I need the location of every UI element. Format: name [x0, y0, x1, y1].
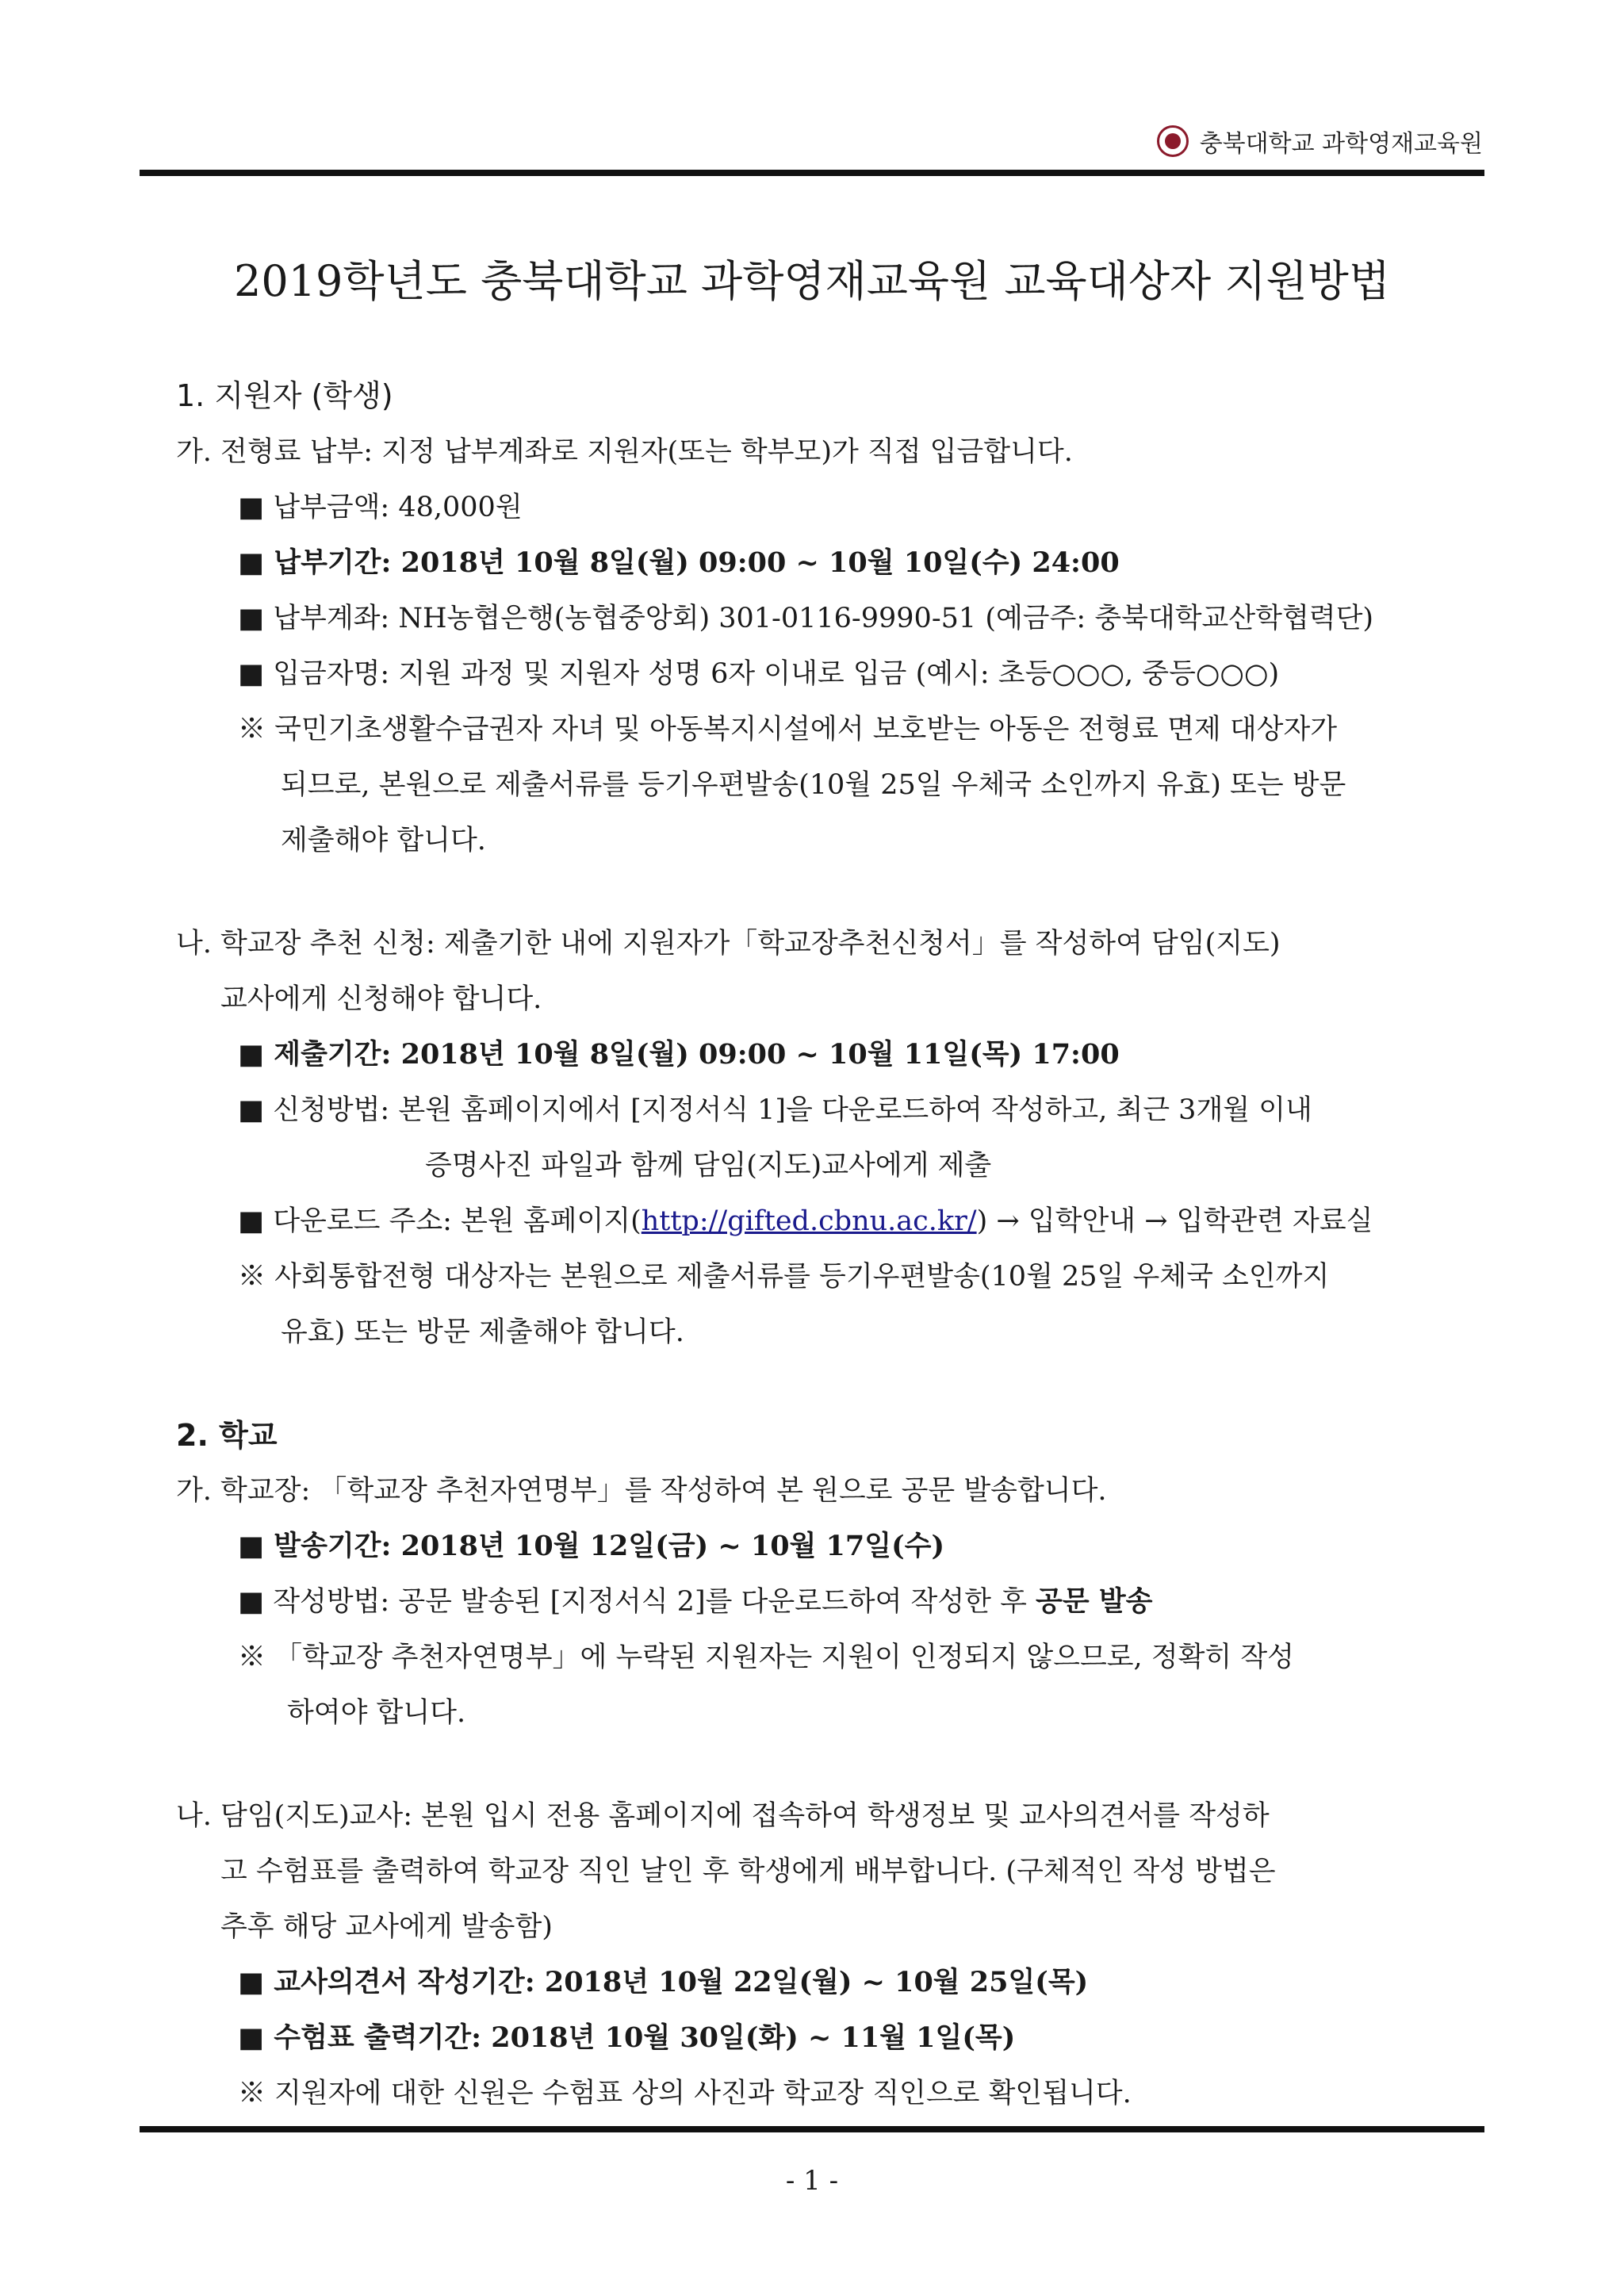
s1-depositor: ■ 입금자명: 지원 과정 및 지원자 성명 6자 이내로 입금 (예시: 초등○○○, 중등○○○): [238, 658, 1280, 690]
s1-note-line4: ※ 사회통합전형 대상자는 본원으로 제출서류를 등기우편발송(10월 25일 우체국 소인까지: [238, 1261, 1330, 1293]
s2-note-line3: ※ 지원자에 대한 신원은 수험표 상의 사진과 학교장 직인으로 확인됩니다.: [238, 2078, 1132, 2109]
s1-download-prefix: ■ 다운로드 주소: 본원 홈페이지(: [238, 1205, 642, 1237]
s2-ticket-period: ■ 수험표 출력기간: 2018년 10월 30일(화) ~ 11월 1일(목): [238, 2021, 1016, 2054]
s1-download: [238, 1204, 1373, 1239]
document-title: 2019학년도 충북대학교 과학영재교육원 교육대상자 지원방법: [233, 256, 1391, 306]
s2-write-method-text: ■ 작성방법: 공문 발송된 [지정서식 2]를 다운로드하여 작성한 후: [238, 1586, 1036, 1618]
header-rule: [140, 170, 1484, 176]
header-org-name: 충북대학교 과학영재교육원: [1199, 130, 1483, 158]
s1-item-na-line1: 나. 학교장 추천 신청: 제출기한 내에 지원자가「학교장추천신청서」를 작성하여 담임(지도): [176, 928, 1281, 960]
header-organization: [1157, 124, 1483, 159]
s1-download-suffix: ) → 입학안내 → 입학관련 자료실: [976, 1205, 1373, 1237]
page-number: - 1 -: [785, 2165, 839, 2197]
s1-item-ga: 가. 전형료 납부: 지정 납부계좌로 지원자(또는 학부모)가 직접 입금합니다.: [176, 436, 1073, 468]
section-2-heading: 2. 학교: [176, 1418, 278, 1453]
s2-item-na-line1: 나. 담임(지도)교사: 본원 입시 전용 홈페이지에 접속하여 학생정보 및 교사의견서를 작성하: [176, 1800, 1270, 1832]
s1-note-line1: ※ 국민기초생활수급권자 자녀 및 아동복지시설에서 보호받는 아동은 전형료 면제 대상자가: [238, 714, 1338, 745]
s2-write-method-bold: 공문 발송: [1036, 1585, 1153, 1618]
s2-note-line1: ※ 「학교장 추천자연명부」에 누락된 지원자는 지원이 인정되지 않으므로, 정확히 작성: [238, 1642, 1294, 1673]
s2-item-na-line2: 고 수험표를 출력하여 학교장 직인 날인 후 학생에게 배부합니다. (구체적인 작성 방법은: [220, 1856, 1276, 1887]
s1-note-line3: 제출해야 합니다.: [281, 825, 486, 856]
s2-item-na-line3: 추후 해당 교사에게 발송함): [220, 1911, 553, 1943]
s1-method-line2: 증명사진 파일과 함께 담임(지도)교사에게 제출: [425, 1150, 992, 1182]
s2-item-ga: 가. 학교장: 「학교장 추천자연명부」를 작성하여 본 원으로 공문 발송합니다.: [176, 1475, 1107, 1507]
s1-note-line2: 되므로, 본원으로 제출서류를 등기우편발송(10월 25일 우체국 소인까지 유효) 또는 방문: [281, 769, 1346, 801]
s2-opinion-period: ■ 교사의견서 작성기간: 2018년 10월 22일(월) ~ 10월 25일(목): [238, 1966, 1089, 1998]
s1-note-line5: 유효) 또는 방문 제출해야 합니다.: [281, 1316, 684, 1348]
s2-write-method: [238, 1584, 1152, 1619]
s1-method-line1: ■ 신청방법: 본원 홈페이지에서 [지정서식 1]을 다운로드하여 작성하고, 최근 3개월 이내: [238, 1094, 1312, 1126]
university-seal-icon: [1157, 125, 1189, 157]
homepage-link[interactable]: http://gifted.cbnu.ac.kr/: [641, 1205, 977, 1237]
s1-account: ■ 납부계좌: NH농협은행(농협중앙회) 301-0116-9990-51 (예금주: 충북대학교산학협력단): [238, 603, 1374, 634]
s2-send-period: ■ 발송기간: 2018년 10월 12일(금) ~ 10월 17일(수): [238, 1530, 944, 1562]
s1-item-na-line2: 교사에게 신청해야 합니다.: [220, 983, 542, 1015]
section-1-heading: 1. 지원자 (학생): [176, 378, 393, 413]
s1-payment-period: ■ 납부기간: 2018년 10월 8일(월) 09:00 ~ 10월 10일(수) 24:00: [238, 546, 1120, 579]
footer-rule: [140, 2126, 1484, 2132]
s1-submit-period: ■ 제출기간: 2018년 10월 8일(월) 09:00 ~ 10월 11일(목) 17:00: [238, 1038, 1120, 1071]
s2-note-line2: 하여야 합니다.: [287, 1697, 466, 1729]
s1-amount: ■ 납부금액: 48,000원: [238, 492, 523, 523]
